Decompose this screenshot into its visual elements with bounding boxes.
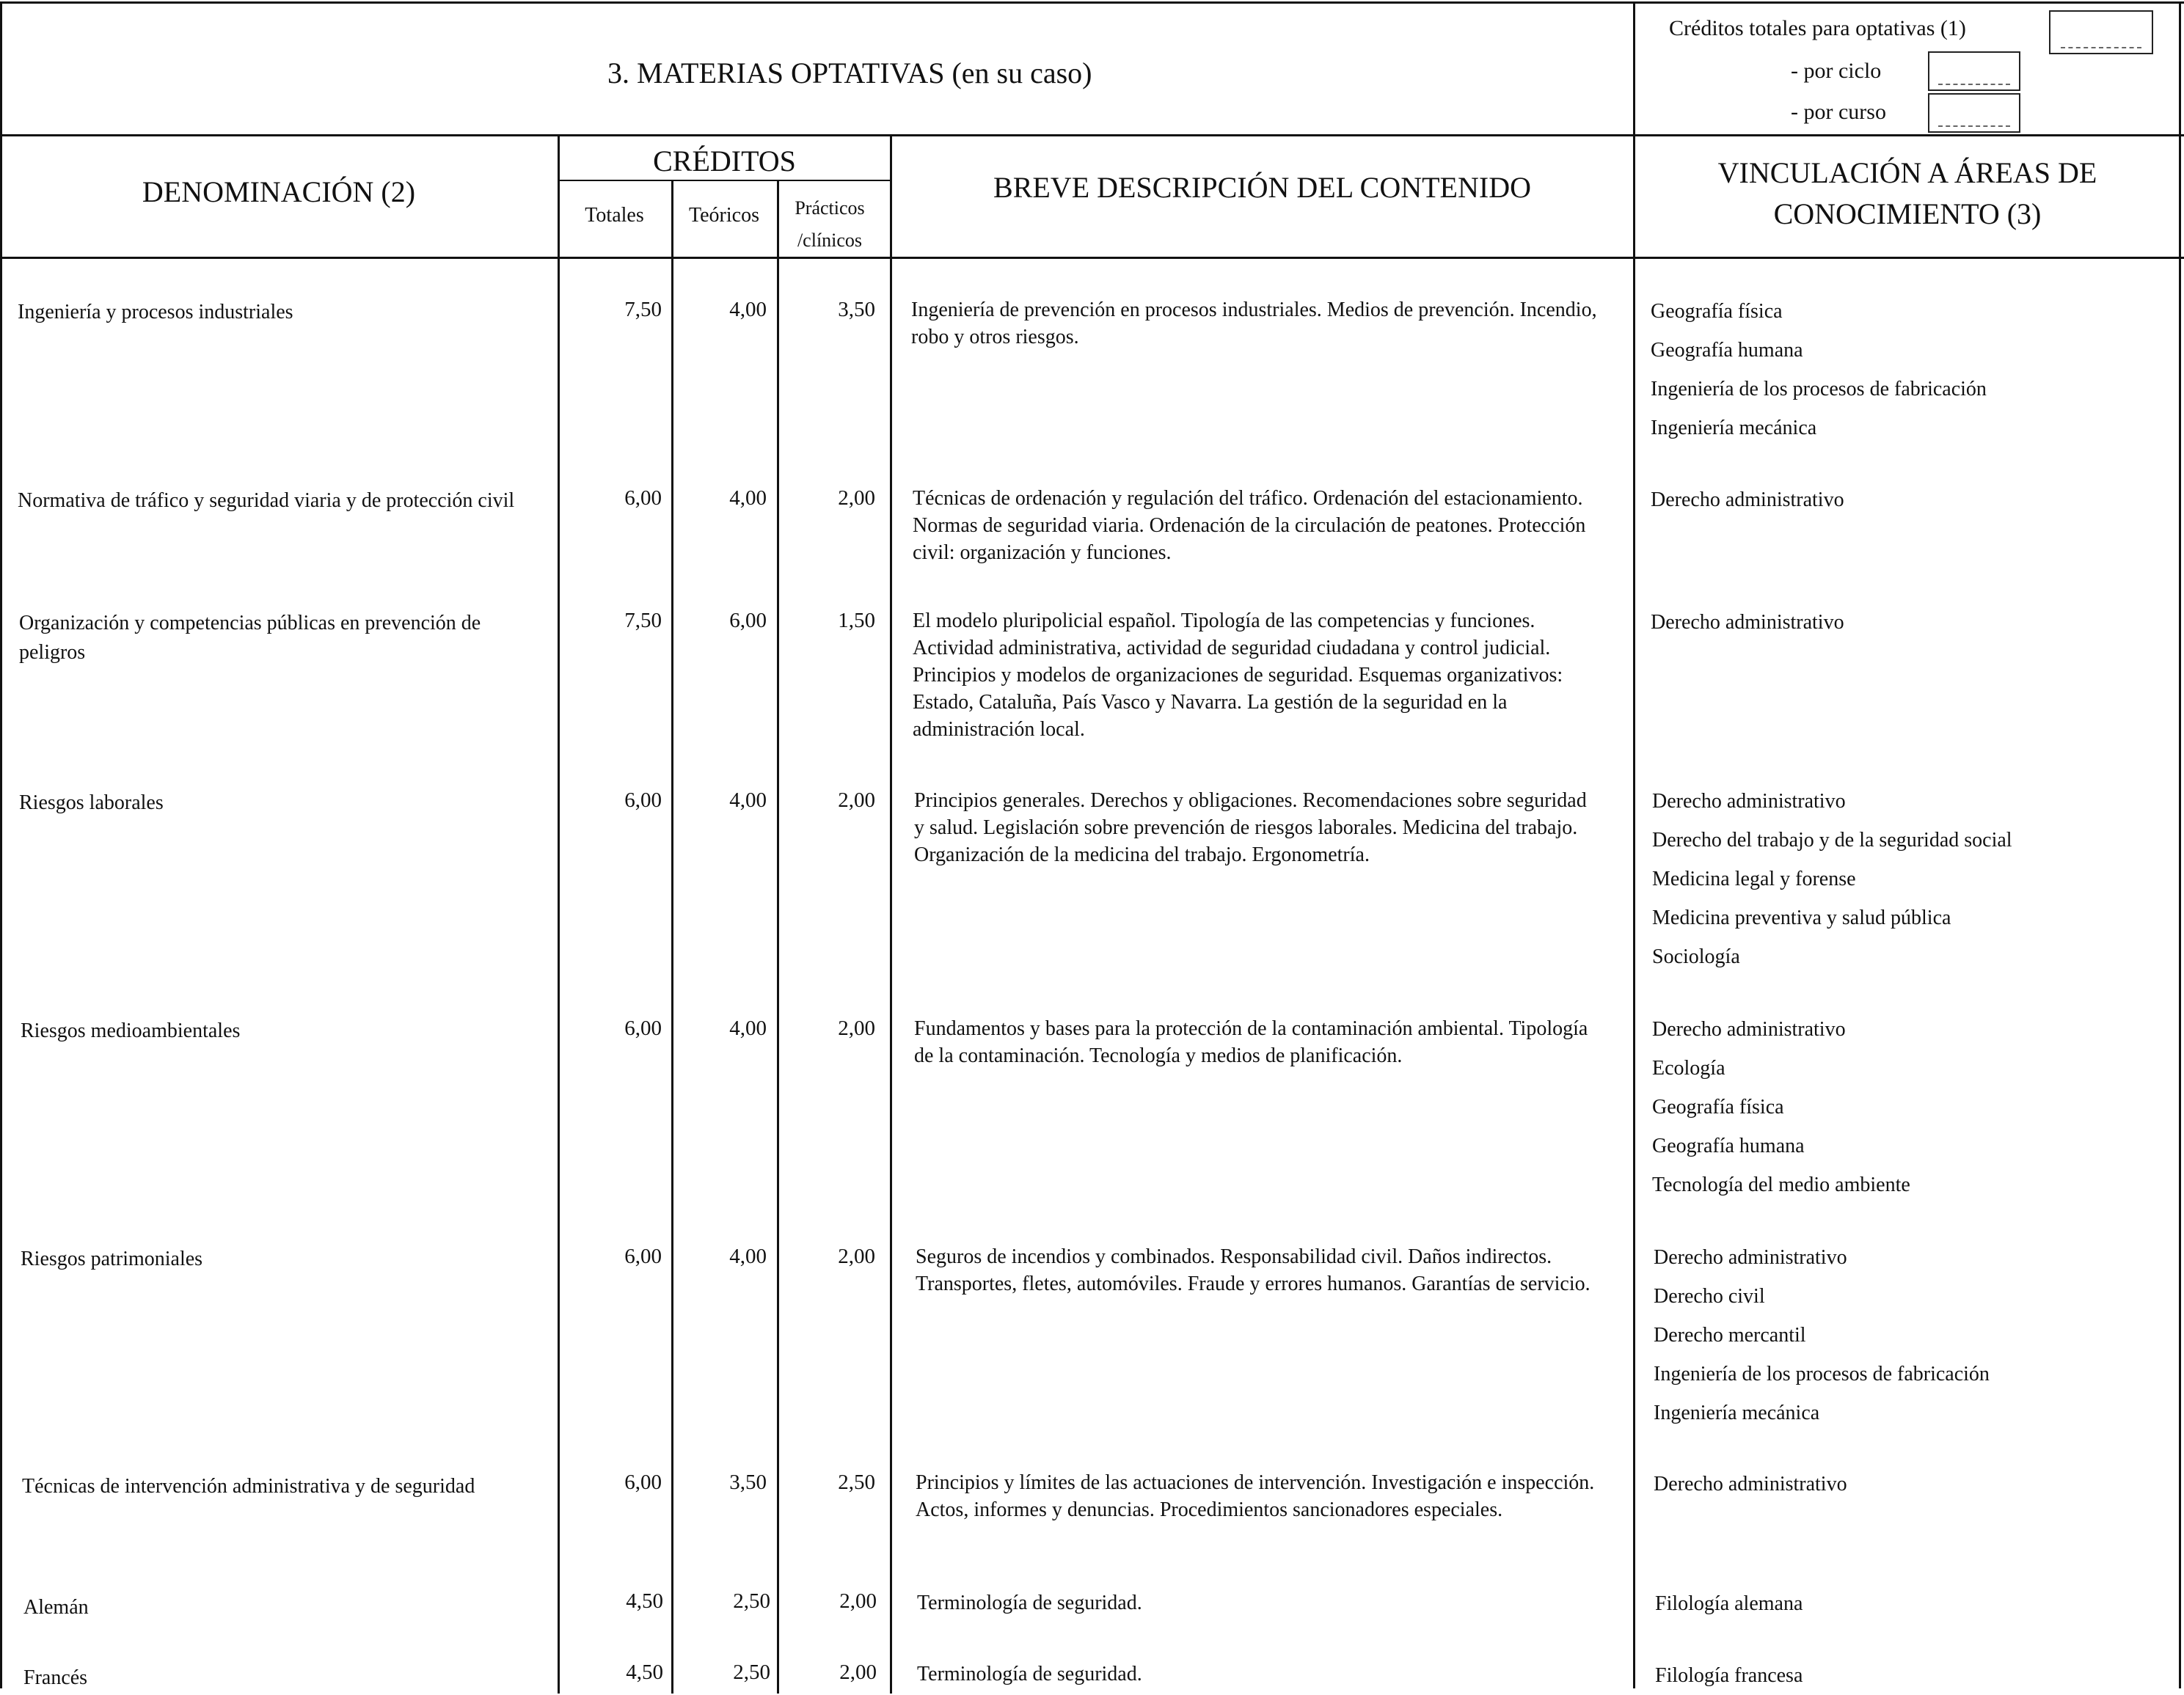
area-item: Geografía humana (1652, 1135, 1805, 1157)
areas-column-divider (1633, 1, 1635, 1688)
credits-practical: 2,00 (839, 1661, 877, 1684)
subject-name: Organización y competencias públicas en prevención de peligros (19, 612, 481, 664)
content-description: Seguros de incendios y combinados. Responsabilidad civil. Daños indirectos. Transportes, fletes, automóviles. Fraude y errores humanos. Garantías de servicio. (916, 1245, 1590, 1295)
subject-name: Técnicas de intervención administrativa y de seguridad (22, 1475, 475, 1498)
area-item: Derecho civil (1654, 1285, 1765, 1308)
area-item: Ingeniería de los procesos de fabricación (1654, 1363, 1990, 1385)
practical-column-header: Prácticos /clínicos (795, 197, 865, 251)
header-row-bottom (0, 257, 2184, 259)
subject-name: Normativa de tráfico y seguridad viaria y de protección civil (18, 489, 515, 512)
areas-column-header: VINCULACIÓN A ÁREAS DE CONOCIMIENTO (3) (1717, 156, 2097, 230)
content-description: Ingeniería de prevención en procesos industriales. Medios de prevención. Incendio, robo y otros riesgos. (911, 299, 1597, 348)
area-item: Filología alemana (1655, 1592, 1803, 1615)
knowledge-areas (1651, 603, 1844, 642)
knowledge-areas (1652, 782, 2012, 976)
total-credits-box[interactable] (2049, 10, 2153, 54)
content-description: Terminología de seguridad. (917, 1663, 1142, 1685)
area-item: Medicina preventiva y salud pública (1652, 907, 1951, 929)
credits-subheader-line (558, 180, 891, 181)
credits-total: 6,00 (624, 486, 662, 510)
subject-name: Ingeniería y procesos industriales (18, 301, 293, 323)
content-description: Técnicas de ordenación y regulación del tráfico. Ordenación del estacionamiento. Normas de seguridad viaria. Ordenación de la circulación de peatones. Protección civil: organización y funciones. (913, 487, 1586, 564)
area-item: Derecho administrativo (1652, 790, 1846, 813)
divider-totals (671, 180, 673, 1694)
top-border (0, 1, 2184, 4)
area-item: Derecho administrativo (1654, 1246, 1847, 1269)
area-item: Tecnología del medio ambiente (1652, 1174, 1910, 1196)
credits-total: 4,50 (626, 1661, 663, 1684)
credits-total: 7,50 (624, 609, 662, 632)
area-item: Derecho mercantil (1654, 1324, 1806, 1347)
area-item: Medicina legal y forense (1652, 868, 1856, 890)
credits-practical: 3,50 (838, 298, 875, 321)
per-cycle-label: - por ciclo (1791, 59, 1882, 83)
total-credits-label: Créditos totales para optativas (1) (1669, 16, 1966, 40)
credits-total: 6,00 (624, 788, 662, 812)
credits-practical: 2,50 (838, 1471, 875, 1494)
credits-theory: 6,00 (729, 609, 767, 632)
divider-theory (777, 180, 779, 1694)
content-description: Terminología de seguridad. (917, 1592, 1142, 1614)
area-item: Derecho administrativo (1654, 1473, 1847, 1496)
area-item: Geografía humana (1651, 339, 1803, 362)
credits-theory: 4,00 (729, 788, 767, 812)
credits-theory: 2,50 (733, 1589, 770, 1613)
credits-total: 6,00 (624, 1017, 662, 1040)
content-description: El modelo pluripolicial español. Tipología de las competencias y funciones. Actividad administrativa, actividad de seguridad ciudadana y control judicial. Principios y modelos de organizaciones de seguridad. Esquemas organizativos: Estado, Cataluña, País Vasco y Navarra. La gestión de la seguridad en la administración local. (913, 609, 1563, 741)
section-title: 3. MATERIAS OPTATIVAS (en su caso) (607, 56, 1092, 89)
subject-name: Francés (23, 1666, 88, 1689)
per-cycle-box[interactable] (1928, 51, 2020, 91)
knowledge-areas (1652, 1010, 1910, 1204)
subject-name: Alemán (23, 1596, 89, 1619)
per-course-box[interactable] (1928, 93, 2020, 133)
credits-total: 6,00 (624, 1245, 662, 1268)
knowledge-areas (1651, 480, 1844, 519)
credits-column-header: CRÉDITOS (653, 144, 796, 177)
area-item: Geografía física (1651, 300, 1783, 323)
knowledge-areas (1654, 1465, 1847, 1504)
area-item: Ingeniería mecánica (1654, 1402, 1820, 1424)
content-description: Principios generales. Derechos y obligaciones. Recomendaciones sobre seguridad y salud. Legislación sobre prevención de riesgos laborales. Medicina del trabajo. Organización de la medicina del trabajo. Ergonometría. (914, 789, 1587, 866)
area-item: Derecho administrativo (1652, 1018, 1846, 1041)
area-item: Filología francesa (1655, 1664, 1803, 1687)
divider-practical (890, 134, 892, 1694)
divider-name (558, 134, 560, 1694)
left-border (0, 1, 2, 1688)
credits-total: 4,50 (626, 1589, 663, 1613)
description-column-header: BREVE DESCRIPCIÓN DEL CONTENIDO (993, 171, 1531, 204)
credits-theory: 2,50 (733, 1661, 770, 1684)
credits-practical: 2,00 (839, 1589, 877, 1613)
area-item: Derecho del trabajo y de la seguridad social (1652, 829, 2012, 852)
subject-name: Riesgos patrimoniales (21, 1248, 203, 1270)
credits-theory: 4,00 (729, 1017, 767, 1040)
credits-theory: 4,00 (729, 1245, 767, 1268)
credits-practical: 2,00 (838, 1017, 875, 1040)
credits-practical: 2,00 (838, 788, 875, 812)
knowledge-areas (1655, 1584, 1803, 1623)
subject-name: Riesgos laborales (19, 791, 164, 814)
credits-practical: 2,00 (838, 486, 875, 510)
area-item: Derecho administrativo (1651, 488, 1844, 511)
knowledge-areas (1655, 1656, 1803, 1695)
subject-name: Riesgos medioambientales (21, 1019, 241, 1042)
credits-total: 6,00 (624, 1471, 662, 1494)
header-bottom-border (0, 134, 2184, 136)
area-item: Sociología (1652, 945, 1740, 968)
credits-practical: 1,50 (838, 609, 875, 632)
content-description: Principios y límites de las actuaciones de intervención. Investigación e inspección. Actos, informes y denuncias. Procedimientos sancionadores especiales. (916, 1471, 1595, 1521)
credits-theory: 3,50 (729, 1471, 767, 1494)
credits-theory: 4,00 (729, 486, 767, 510)
knowledge-areas (1654, 1238, 1990, 1432)
area-item: Ecología (1652, 1057, 1725, 1080)
credits-theory: 4,00 (729, 298, 767, 321)
area-item: Geografía física (1652, 1096, 1784, 1119)
totals-column-header: Totales (585, 204, 644, 227)
per-course-label: - por curso (1791, 100, 1886, 124)
knowledge-areas (1651, 292, 1987, 447)
content-description: Fundamentos y bases para la protección de la contaminación ambiental. Tipología de la contaminación. Tecnología y medios de planificación. (914, 1017, 1588, 1067)
area-item: Derecho administrativo (1651, 611, 1844, 634)
name-column-header: DENOMINACIÓN (2) (142, 175, 416, 208)
theory-column-header: Teóricos (688, 204, 759, 227)
area-item: Ingeniería mecánica (1651, 417, 1817, 439)
credits-total: 7,50 (624, 298, 662, 321)
right-border (2179, 1, 2181, 1688)
area-item: Ingeniería de los procesos de fabricación (1651, 378, 1987, 400)
credits-practical: 2,00 (838, 1245, 875, 1268)
